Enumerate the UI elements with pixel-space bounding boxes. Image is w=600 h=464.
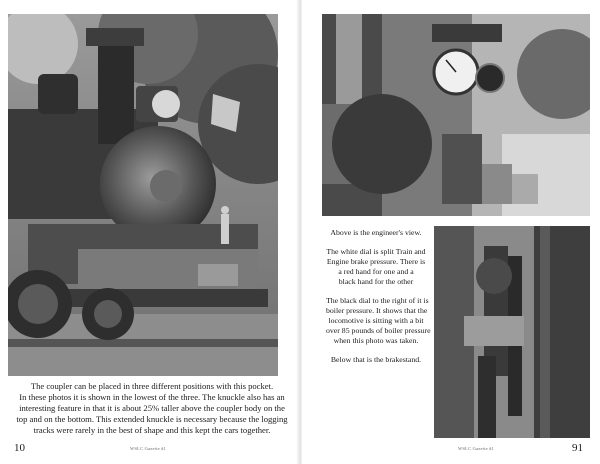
caption-line: interesting feature in that it is about 25% taller above the coupler body on the [19, 403, 285, 413]
locomotive-illustration [8, 14, 278, 376]
page-number-left: 10 [14, 442, 25, 454]
caption-line: tracks were rarely in the best of shape and this kept the cars together. [33, 425, 271, 435]
cab-photo [322, 14, 590, 216]
engineer-view-text [326, 228, 431, 374]
paragraph [326, 296, 431, 346]
paragraph [326, 355, 426, 365]
caption-line: In these photos it is shown in the lowest of the three. The knuckle also has an [19, 392, 285, 402]
locomotive-photo [8, 14, 278, 376]
text-line: when this photo was taken. [333, 336, 419, 345]
caption-line: The coupler can be placed in three different positions with this pocket. [30, 381, 274, 391]
left-page [0, 0, 298, 464]
coupler-caption [14, 381, 290, 436]
text-line: black hand for the other [338, 277, 414, 286]
brakestand-illustration [434, 226, 590, 438]
brakestand-photo [434, 226, 590, 438]
caption-line: top and on the bottom. This extended knuckle is necessary because the logging [16, 414, 288, 424]
text-line: a red hand for one and a [338, 267, 414, 276]
text-line: Below that is the brakestand. [330, 355, 422, 364]
text-line: over 85 pounds of boiler pressure [326, 326, 431, 335]
text-line: Above is the engineer's view. [330, 228, 422, 237]
text-line: locomotive is sitting with a bit [328, 316, 424, 325]
text-line: The white dial is split Train and [326, 247, 426, 256]
paragraph [326, 228, 426, 238]
footer-right: WSLC Gazette #1 [458, 446, 494, 451]
text-line: Engine brake pressure. There is [326, 257, 426, 266]
footer-left: WSLC Gazette #1 [130, 446, 166, 451]
text-line: boiler pressure. It shows that the [326, 306, 428, 315]
cab-illustration [322, 14, 590, 216]
page-number-right: 91 [572, 442, 583, 454]
text-line: The black dial to the right of it is [326, 296, 429, 305]
paragraph [326, 247, 426, 287]
